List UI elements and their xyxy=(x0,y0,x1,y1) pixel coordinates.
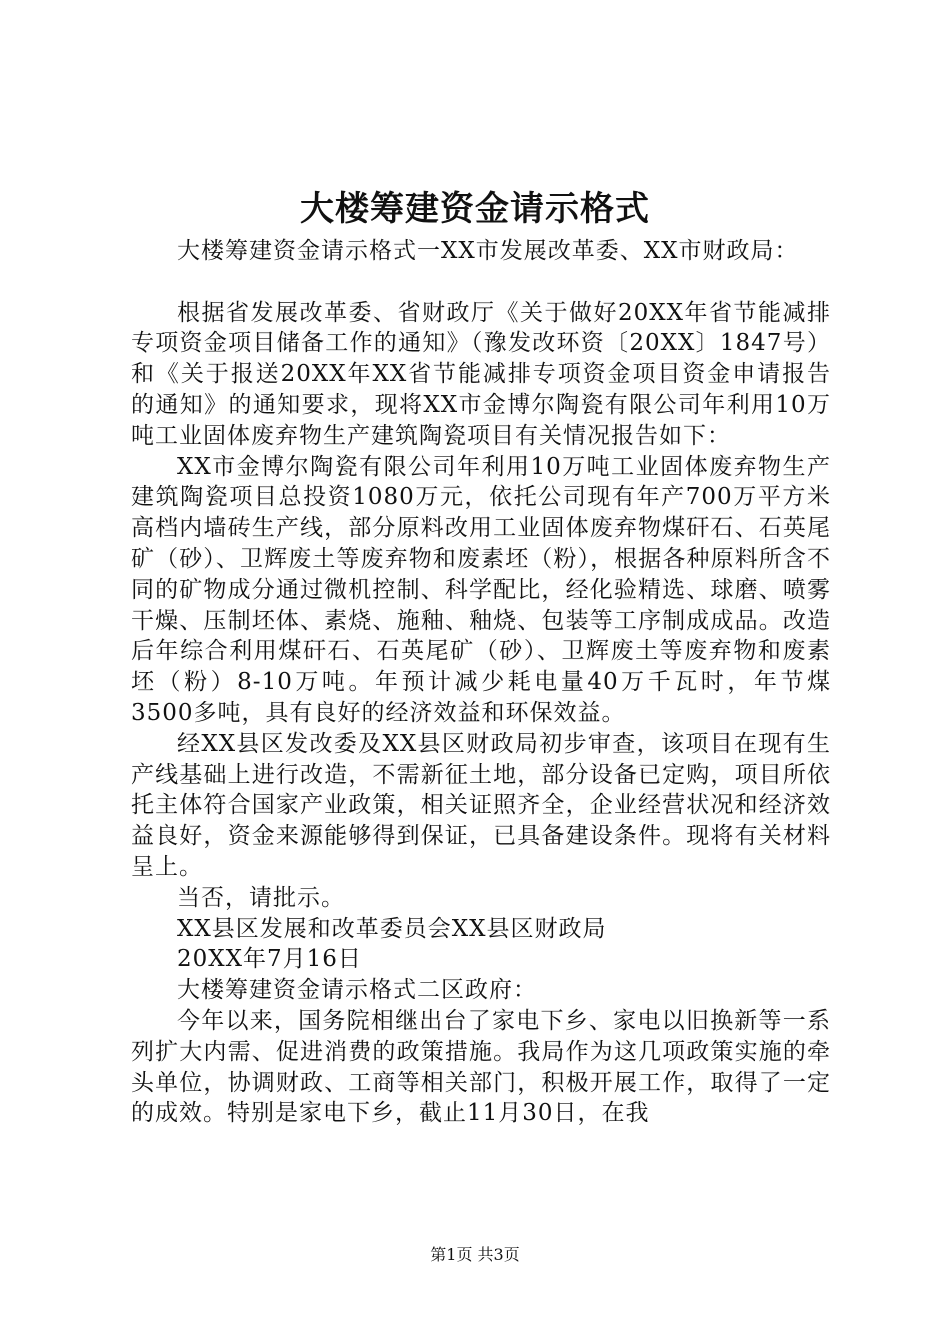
paragraph: 今年以来，国务院相继出台了家电下乡、家电以旧换新等一系列扩大内需、促进消费的政策措施。我局作为这几项政策实施的牵头单位，协调财政、工商等相关部门，积极开展工作，取得了一定的成效。特别是家电下乡，截止11月30日，在我 xyxy=(131,1007,831,1127)
paragraph-request: 当否，请批示。 xyxy=(177,884,345,911)
signature-line: XX县区发展和改革委员会XX县区财政局 xyxy=(177,915,607,942)
document-body xyxy=(131,236,831,1129)
paragraph-intro: 大楼筹建资金请示格式一XX市发展改革委、XX市财政局： xyxy=(177,238,799,264)
date-line: 20XX年7月16日 xyxy=(177,946,362,973)
document-title: 大楼筹建资金请示格式 xyxy=(300,189,650,229)
paragraph: 经XX县区发改委及XX县区财政局初步审查，该项目在现有生产线基础上进行改造，不需新征土地，部分设备已定购，项目所依托主体符合国家产业政策，相关证照齐全，企业经营状况和经济效益良好，资金来源能够得到保证，已具备建设条件。现将有关材料呈上。 xyxy=(131,730,831,880)
page-footer: 第1页 共3页 xyxy=(430,1245,520,1264)
paragraph: 根据省发展改革委、省财政厅《关于做好20XX年省节能减排专项资金项目储备工作的通知》（豫发改环资〔20XX〕1847号）和《关于报送20XX年XX省节能减排专项资金项目资金申请报告的通知》的通知要求，现将XX市金博尔陶瓷有限公司年利用10万吨工业固体废弃物生产建筑陶瓷项目有关情况报告如下： xyxy=(131,299,831,449)
paragraph: XX市金博尔陶瓷有限公司年利用10万吨工业固体废弃物生产建筑陶瓷项目总投资1080万元，依托公司现有年产700万平方米高档内墙砖生产线，部分原料改用工业固体废弃物煤矸石、石英尾矿（砂）、卫辉废土等废弃物和废素坯（粉），根据各种原料所含不同的矿物成分通过微机控制、科学配比，经化验精选、球磨、喷雾干燥、压制坯体、素烧、施釉、釉烧、包装等工序制成成品。改造后年综合利用煤矸石、石英尾矿（砂）、卫辉废土等废弃物和废素坯（粉）8-10万吨。年预计减少耗电量40万千瓦时，年节煤3500多吨，具有良好的经济效益和环保效益。 xyxy=(131,453,831,726)
paragraph-heading-two: 大楼筹建资金请示格式二区政府： xyxy=(177,977,537,1004)
